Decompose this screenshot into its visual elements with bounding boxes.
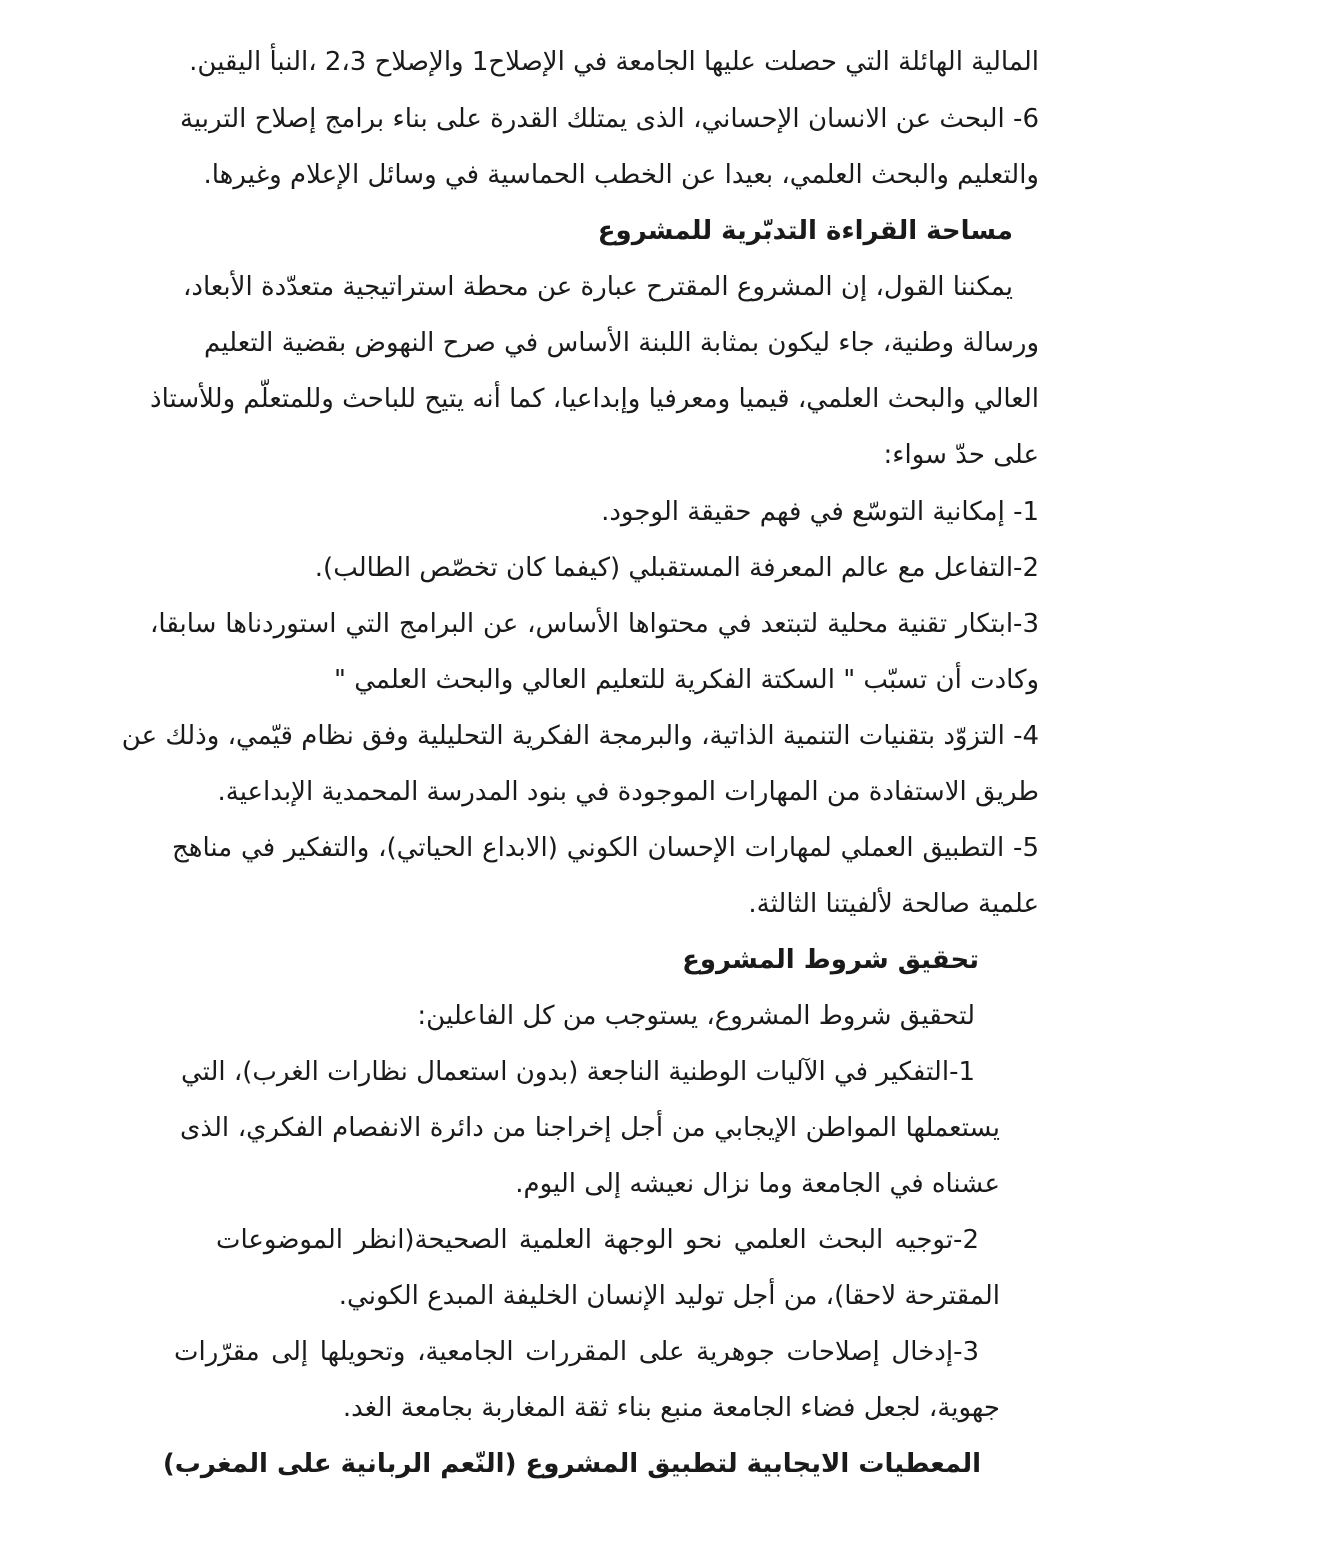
list-item: 4- التزوّد بتقنيات التنمية الذاتية، والبرمجة الفكرية التحليلية وفق نظام قيّمي، وذلك عن <box>121 721 1039 751</box>
text-line: يمكننا القول، إن المشروع المقترح عبارة عن محطة استراتيجية متعدّدة الأبعاد، <box>182 272 1013 302</box>
text-line: ورسالة وطنية، جاء ليكون بمثابة اللبنة الأساس في صرح النهوض بقضية التعليم <box>204 328 1039 358</box>
text-line: عشناه في الجامعة وما نزال نعيشه إلى اليوم. <box>515 1169 1000 1199</box>
text-line: المالية الهائلة التي حصلت عليها الجامعة في الإصلاح1 والإصلاح 2،3 ،النبأ اليقين. <box>189 47 1039 77</box>
text-line: 6- البحث عن الانسان الإحساني، الذى يمتلك القدرة على بناء برامج إصلاح التربية <box>180 104 1039 134</box>
section-heading: تحقيق شروط المشروع <box>682 945 979 975</box>
text-line: والتعليم والبحث العلمي، بعيدا عن الخطب الحماسية في وسائل الإعلام وغيرها. <box>203 160 1039 190</box>
text-line: يستعملها المواطن الإيجابي من أجل إخراجنا من دائرة الانفصام الفكري، الذى <box>180 1113 1000 1143</box>
list-item: 2-توجيه البحث العلمي نحو الوجهة العلمية الصحيحة(انظر الموضوعات <box>216 1225 979 1255</box>
text-line: العالي والبحث العلمي، قيميا ومعرفيا وإبداعيا، كما أنه يتيح للباحث وللمتعلّم وللأستاذ <box>150 384 1039 414</box>
text-line: على حدّ سواء: <box>883 440 1039 470</box>
section-heading: المعطيات الايجابية لتطبيق المشروع (النّعم الربانية على المغرب) <box>162 1449 981 1479</box>
text-line: لتحقيق شروط المشروع، يستوجب من كل الفاعلين: <box>417 1001 975 1031</box>
list-item: 5- التطبيق العملي لمهارات الإحسان الكوني (الابداع الحياتي)، والتفكير في مناهج <box>172 833 1039 863</box>
list-item: 3-إدخال إصلاحات جوهرية على المقررات الجامعية، وتحويلها إلى مقرّرات <box>174 1337 979 1367</box>
text-line: المقترحة لاحقا)، من أجل توليد الإنسان الخليفة المبدع الكوني. <box>338 1281 1000 1311</box>
text-line: جهوية، لجعل فضاء الجامعة منبع بناء ثقة المغاربة بجامعة الغد. <box>342 1393 1000 1423</box>
text-line: علمية صالحة لألفيتنا الثالثة. <box>748 889 1039 919</box>
section-heading: مساحة القراءة التدبّرية للمشروع <box>597 216 1013 246</box>
text-line: وكادت أن تسبّب " السكتة الفكرية للتعليم العالي والبحث العلمي " <box>334 665 1039 695</box>
list-item: 1- إمكانية التوسّع في فهم حقيقة الوجود. <box>601 497 1039 527</box>
list-item: 2-التفاعل مع عالم المعرفة المستقبلي (كيفما كان تخصّص الطالب). <box>314 553 1039 583</box>
list-item: 3-ابتكار تقنية محلية لتبتعد في محتواها الأساس، عن البرامج التي استوردناها سابقا، <box>150 609 1039 639</box>
list-item: 1-التفكير في الآليات الوطنية الناجعة (بدون استعمال نظارات الغرب)، التي <box>180 1057 975 1087</box>
text-line: طريق الاستفادة من المهارات الموجودة في بنود المدرسة المحمدية الإبداعية. <box>217 777 1039 807</box>
